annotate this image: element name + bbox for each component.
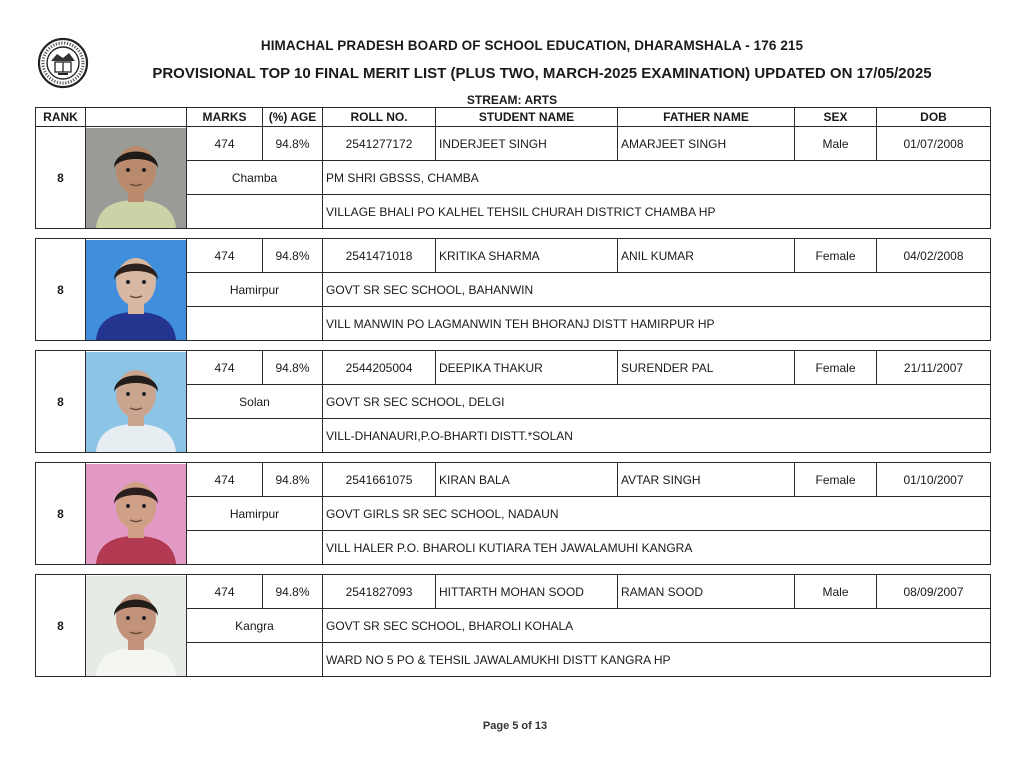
rank-cell: 8 bbox=[36, 575, 86, 677]
roll-no-cell: 2541471018 bbox=[323, 239, 436, 273]
school-cell: GOVT SR SEC SCHOOL, BHAROLI KOHALA bbox=[323, 609, 991, 643]
rank-cell: 8 bbox=[36, 127, 86, 229]
school-cell: GOVT SR SEC SCHOOL, BAHANWIN bbox=[323, 273, 991, 307]
percent-cell: 94.8% bbox=[263, 575, 323, 609]
district-cell: Solan bbox=[187, 385, 323, 419]
empty-cell bbox=[187, 307, 323, 341]
student-record bbox=[35, 462, 991, 565]
stream-label: STREAM: ARTS bbox=[466, 93, 558, 107]
marks-cell: 474 bbox=[187, 575, 263, 609]
dob-cell: 21/11/2007 bbox=[877, 351, 991, 385]
percent-cell: 94.8% bbox=[263, 463, 323, 497]
student-photo-cell bbox=[86, 351, 187, 453]
column-header-table bbox=[35, 107, 991, 127]
address-cell: VILL HALER P.O. BHAROLI KUTIARA TEH JAWALAMUHI KANGRA bbox=[323, 531, 991, 565]
student-record bbox=[35, 574, 991, 677]
student-record bbox=[35, 126, 991, 229]
marks-cell: 474 bbox=[187, 463, 263, 497]
header-marks: MARKS bbox=[187, 108, 263, 127]
student-photo bbox=[86, 128, 186, 228]
marks-cell: 474 bbox=[187, 127, 263, 161]
rank-cell: 8 bbox=[36, 463, 86, 565]
student-name-cell: KIRAN BALA bbox=[436, 463, 618, 497]
district-cell: Kangra bbox=[187, 609, 323, 643]
student-photo bbox=[86, 576, 186, 676]
header-sex: SEX bbox=[795, 108, 877, 127]
student-photo bbox=[86, 240, 186, 340]
dob-cell: 01/10/2007 bbox=[877, 463, 991, 497]
record-row-main bbox=[36, 239, 991, 273]
school-cell: GOVT GIRLS SR SEC SCHOOL, NADAUN bbox=[323, 497, 991, 531]
address-cell: VILL-DHANAURI,P.O-BHARTI DISTT.*SOLAN bbox=[323, 419, 991, 453]
header-student-name: STUDENT NAME bbox=[436, 108, 618, 127]
school-cell: PM SHRI GBSSS, CHAMBA bbox=[323, 161, 991, 195]
empty-cell bbox=[187, 531, 323, 565]
district-cell: Chamba bbox=[187, 161, 323, 195]
dob-cell: 08/09/2007 bbox=[877, 575, 991, 609]
empty-cell bbox=[187, 643, 323, 677]
father-name-cell: AVTAR SINGH bbox=[618, 463, 795, 497]
sex-cell: Male bbox=[795, 127, 877, 161]
column-header-row bbox=[36, 108, 991, 127]
header-father-name: FATHER NAME bbox=[618, 108, 795, 127]
header-percent: (%) AGE bbox=[263, 108, 323, 127]
merit-list-title: PROVISIONAL TOP 10 FINAL MERIT LIST (PLUS TWO, MARCH-2025 EXAMINATION) UPDATED ON 17/05/2025 bbox=[152, 65, 932, 82]
record-row-main bbox=[36, 575, 991, 609]
roll-no-cell: 2541827093 bbox=[323, 575, 436, 609]
father-name-cell: ANIL KUMAR bbox=[618, 239, 795, 273]
sex-cell: Female bbox=[795, 351, 877, 385]
roll-no-cell: 2541661075 bbox=[323, 463, 436, 497]
sex-cell: Female bbox=[795, 463, 877, 497]
father-name-cell: SURENDER PAL bbox=[618, 351, 795, 385]
address-cell: VILLAGE BHALI PO KALHEL TEHSIL CHURAH DISTRICT CHAMBA HP bbox=[323, 195, 991, 229]
student-record bbox=[35, 350, 991, 453]
empty-cell bbox=[187, 419, 323, 453]
student-photo bbox=[86, 352, 186, 452]
marks-cell: 474 bbox=[187, 351, 263, 385]
student-name-cell: DEEPIKA THAKUR bbox=[436, 351, 618, 385]
student-name-cell: INDERJEET SINGH bbox=[436, 127, 618, 161]
record-row-main bbox=[36, 351, 991, 385]
header-rank: RANK bbox=[36, 108, 86, 127]
record-row-main bbox=[36, 127, 991, 161]
header-roll-no: ROLL NO. bbox=[323, 108, 436, 127]
father-name-cell: AMARJEET SINGH bbox=[618, 127, 795, 161]
sex-cell: Male bbox=[795, 575, 877, 609]
rank-cell: 8 bbox=[36, 239, 86, 341]
empty-cell bbox=[187, 195, 323, 229]
student-name-cell: HITTARTH MOHAN SOOD bbox=[436, 575, 618, 609]
dob-cell: 01/07/2008 bbox=[877, 127, 991, 161]
student-photo-cell bbox=[86, 463, 187, 565]
address-cell: WARD NO 5 PO & TEHSIL JAWALAMUKHI DISTT KANGRA HP bbox=[323, 643, 991, 677]
header-photo bbox=[86, 108, 187, 127]
roll-no-cell: 2541277172 bbox=[323, 127, 436, 161]
district-cell: Hamirpur bbox=[187, 497, 323, 531]
record-row-main bbox=[36, 463, 991, 497]
dob-cell: 04/02/2008 bbox=[877, 239, 991, 273]
roll-no-cell: 2544205004 bbox=[323, 351, 436, 385]
header-dob: DOB bbox=[877, 108, 991, 127]
percent-cell: 94.8% bbox=[263, 239, 323, 273]
page-number: Page 5 of 13 bbox=[482, 720, 548, 732]
student-photo-cell bbox=[86, 127, 187, 229]
student-photo-cell bbox=[86, 575, 187, 677]
address-cell: VILL MANWIN PO LAGMANWIN TEH BHORANJ DISTT HAMIRPUR HP bbox=[323, 307, 991, 341]
student-photo bbox=[86, 464, 186, 564]
percent-cell: 94.8% bbox=[263, 351, 323, 385]
school-cell: GOVT SR SEC SCHOOL, DELGI bbox=[323, 385, 991, 419]
student-name-cell: KRITIKA SHARMA bbox=[436, 239, 618, 273]
sex-cell: Female bbox=[795, 239, 877, 273]
board-title: HIMACHAL PRADESH BOARD OF SCHOOL EDUCATION, DHARAMSHALA - 176 215 bbox=[260, 38, 804, 53]
district-cell: Hamirpur bbox=[187, 273, 323, 307]
student-photo-cell bbox=[86, 239, 187, 341]
percent-cell: 94.8% bbox=[263, 127, 323, 161]
father-name-cell: RAMAN SOOD bbox=[618, 575, 795, 609]
student-record bbox=[35, 238, 991, 341]
marks-cell: 474 bbox=[187, 239, 263, 273]
rank-cell: 8 bbox=[36, 351, 86, 453]
